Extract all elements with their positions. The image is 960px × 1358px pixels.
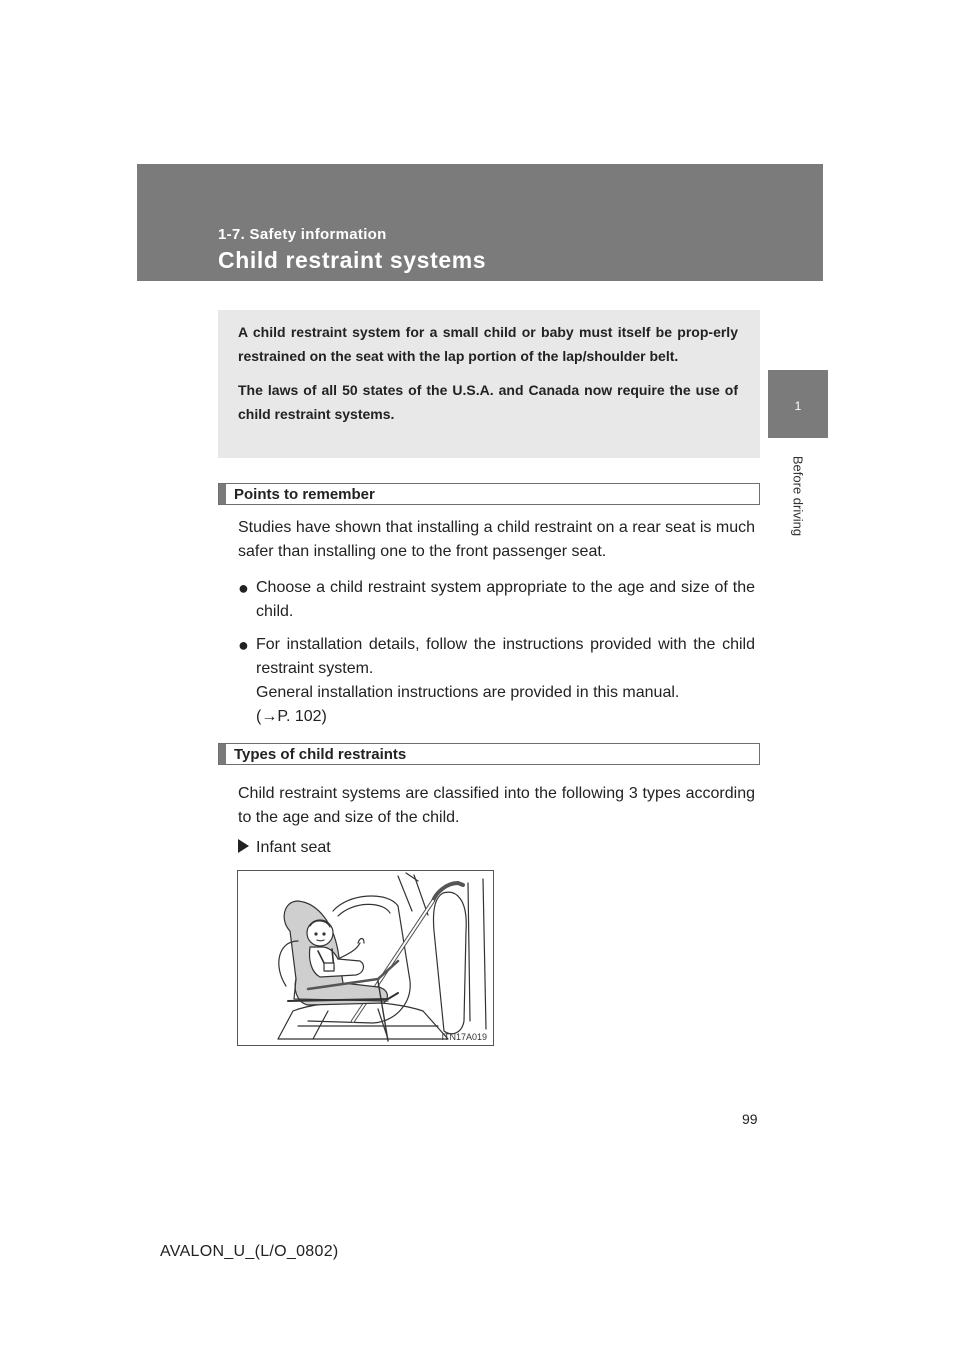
header-band — [137, 164, 823, 281]
infant-seat-figure — [237, 870, 494, 1046]
bullet-dot-icon: ● — [238, 635, 249, 655]
bullet-dot-icon: ● — [238, 578, 249, 598]
triangle-arrow-icon — [238, 839, 249, 853]
types-heading — [218, 743, 760, 765]
section-label: 1-7. Safety information — [218, 226, 387, 243]
points-heading-text: Points to remember — [234, 486, 375, 503]
bullet-extra: General installation instructions are provided in this manual. — [256, 684, 680, 701]
chapter-label: Before driving — [790, 455, 806, 537]
heading-accent — [219, 484, 226, 504]
bullet-item-1 — [238, 576, 755, 624]
intro-paragraph-1: A child restraint system for a small child or baby must itself be prop-erly restrained on the seat with the lap portion of the lap/shoulder belt. — [238, 324, 738, 364]
types-paragraph: Child restraint systems are classified into the following 3 types according to the age and size of the child. — [238, 785, 755, 826]
infant-seat-item — [238, 836, 331, 860]
points-paragraph: Studies have shown that installing a child restraint on a rear seat is much safer than installing one to the front passenger seat. — [238, 519, 755, 560]
chapter-number: 1 — [794, 399, 802, 413]
bullet-text-2: For installation details, follow the instructions provided with the child restraint system. — [256, 636, 755, 677]
intro-box — [218, 310, 760, 458]
document-code: AVALON_U_(L/O_0802) — [160, 1243, 339, 1260]
page-reference-link[interactable]: (→P. 102) — [256, 708, 327, 725]
bullet-item-2 — [238, 633, 755, 729]
intro-paragraph-2: The laws of all 50 states of the U.S.A. and Canada now require the use of child restraint systems. — [238, 382, 738, 422]
infant-seat-label: Infant seat — [256, 839, 331, 856]
figure-code: ITN17A019 — [441, 1032, 487, 1042]
points-heading — [218, 483, 760, 505]
page-title: Child restraint systems — [218, 247, 487, 273]
heading-accent — [219, 744, 226, 764]
chapter-tab[interactable] — [768, 370, 828, 438]
types-heading-text: Types of child restraints — [234, 746, 407, 763]
bullet-text-1: Choose a child restraint system appropriate to the age and size of the child. — [256, 579, 755, 620]
page-number: 99 — [742, 1111, 758, 1127]
infant-seat-illustration-icon — [238, 871, 493, 1045]
